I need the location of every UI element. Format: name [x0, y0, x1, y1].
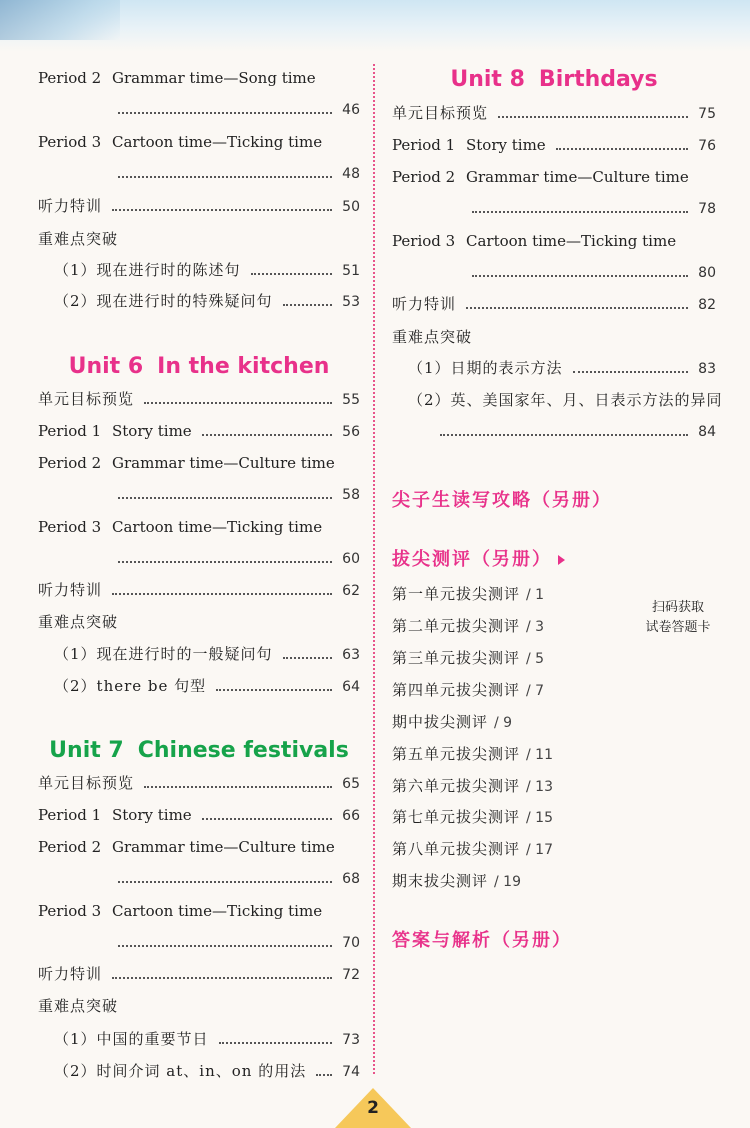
toc-entry[interactable]: 单元目标预览 65: [38, 774, 360, 792]
toc-entry[interactable]: 听力特训 72: [38, 965, 360, 983]
test-list-item[interactable]: 第五单元拔尖测评 / 11: [392, 745, 553, 763]
arrow-right-icon: [558, 555, 565, 565]
toc-entry[interactable]: 听力特训 62: [38, 581, 360, 599]
toc-entry[interactable]: （1）现在进行时的陈述句 51: [54, 261, 360, 279]
toc-heading: 重难点突破: [392, 328, 473, 346]
scan-qr-note: 扫码获取 试卷答题卡: [645, 600, 711, 635]
column-divider: [373, 64, 375, 1074]
toc-entry[interactable]: Period 1 Story time 66: [38, 806, 360, 824]
toc-entry[interactable]: Period 3 Cartoon time—Ticking time 60: [38, 518, 360, 567]
section-heading-reading[interactable]: 尖子生读写攻略（另册）: [392, 490, 612, 511]
snow-decoration: [0, 0, 120, 40]
toc-entry[interactable]: Period 2 Grammar time—Culture time 78: [392, 168, 716, 217]
toc-entry[interactable]: 听力特训 82: [392, 295, 716, 313]
test-list-item[interactable]: 第三单元拔尖测评 / 5: [392, 649, 545, 667]
toc-entry[interactable]: Period 1 Story time 56: [38, 422, 360, 440]
toc-entry[interactable]: Period 3 Cartoon time—Ticking time 70: [38, 902, 360, 951]
toc-entry[interactable]: 听力特训 50: [38, 197, 360, 215]
test-list-item[interactable]: 第一单元拔尖测评 / 1: [392, 585, 545, 603]
toc-entry[interactable]: Period 2 Grammar time—Culture time 58: [38, 454, 360, 503]
test-list-item[interactable]: 第四单元拔尖测评 / 7: [392, 681, 545, 699]
unit-heading: Unit 7 Chinese festivals: [49, 738, 349, 763]
test-list-item[interactable]: 期末拔尖测评 / 19: [392, 872, 521, 890]
toc-heading: 重难点突破: [38, 997, 119, 1015]
test-list-item[interactable]: 第六单元拔尖测评 / 13: [392, 777, 553, 795]
toc-heading: 重难点突破: [38, 230, 119, 248]
test-list-item[interactable]: 第八单元拔尖测评 / 17: [392, 840, 553, 858]
toc-entry[interactable]: （2）现在进行时的特殊疑问句 53: [54, 292, 360, 310]
page-header-band: [0, 0, 750, 52]
section-heading-answers[interactable]: 答案与解析（另册）: [392, 930, 572, 951]
toc-entry[interactable]: Period 1 Story time 76: [392, 136, 716, 154]
page-number: 2: [367, 1098, 379, 1118]
toc-entry[interactable]: （2）there be 句型 64: [54, 677, 360, 695]
toc-entry[interactable]: 单元目标预览 55: [38, 390, 360, 408]
toc-entry[interactable]: Period 3 Cartoon time—Ticking time 80: [392, 232, 716, 281]
test-list-item[interactable]: 第二单元拔尖测评 / 3: [392, 617, 545, 635]
toc-entry[interactable]: Period 3 Cartoon time—Ticking time 48: [38, 133, 360, 182]
test-list-item[interactable]: 期中拔尖测评 / 9: [392, 713, 513, 731]
toc-heading: 重难点突破: [38, 613, 119, 631]
toc-entry[interactable]: （1）日期的表示方法 83: [408, 359, 716, 377]
toc-entry[interactable]: Period 2 Grammar time—Song time 46: [38, 69, 360, 118]
toc-entry[interactable]: Period 2 Grammar time—Culture time 68: [38, 838, 360, 887]
toc-entry[interactable]: （2）时间介词 at、in、on 的用法 74: [54, 1062, 360, 1080]
toc-entry[interactable]: （2）英、美国家年、月、日表示方法的异同 84: [408, 391, 723, 440]
unit-heading: Unit 6 In the kitchen: [68, 354, 330, 379]
unit-heading: Unit 8 Birthdays: [450, 67, 658, 92]
toc-entry[interactable]: （1）现在进行时的一般疑问句 63: [54, 645, 360, 663]
section-heading-tests[interactable]: 拔尖测评（另册）: [392, 545, 565, 571]
test-list-item[interactable]: 第七单元拔尖测评 / 15: [392, 808, 553, 826]
toc-entry[interactable]: （1）中国的重要节日 73: [54, 1030, 360, 1048]
toc-entry[interactable]: 单元目标预览 75: [392, 104, 716, 122]
